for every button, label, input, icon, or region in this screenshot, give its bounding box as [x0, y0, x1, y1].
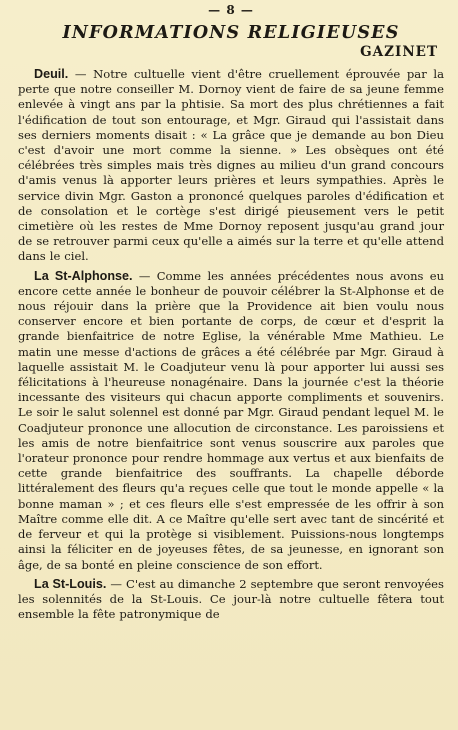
- paragraph-st-louis: [18, 577, 444, 623]
- page-number: — 8 —: [208, 3, 254, 17]
- paragraph-deuil: [18, 67, 444, 265]
- paragraph-st-alphonse: [18, 269, 444, 573]
- paragraph-lead: Deuil.: [34, 67, 69, 81]
- paragraph-lead: La St-Louis.: [34, 576, 107, 591]
- location-heading: GAZINET: [360, 44, 438, 60]
- section-title: INFORMATIONS RELIGIEUSES: [62, 23, 400, 43]
- paragraph-text: — Notre cultuelle vient d'être cruellement éprouvée par la perte que notre conseiller M. Dornoy vient de faire de sa jeune femme enlevée à vingt ans par la phtisie. Sa mort des plus chrétiennes a fait l'édification de tout son entourage, et Mgr. Giraud qui l'assistait dans ses derniers moments disait : « La grâce que je demande au bon Dieu c'est d'avoir une mort comme la sienne. » Les obsèques ont été célébrées très simples mais très dignes au milieu d'un grand concours d'amis venus là apporter leurs prières et leurs sympathies. Après le service divin Mgr. Gaston a prononcé quelques paroles d'édification et de consolation et le cortège s'est dirigé pieusement vers le petit cimetière où les restes de Mme Dornoy reposent jusqu'au grand jour de se retrouver parmi ceux qu'elle a aimés sur la terre et qu'elle attend dans le ciel.: [18, 67, 444, 264]
- paragraph-text: — C'est au dimanche 2 septembre que seront renvoyées les solennités de la St-Louis. Ce jour-là notre cultuelle fêtera tout ensemble la fête patronymique de: [18, 576, 444, 622]
- paragraph-lead: La St-Alphonse.: [34, 268, 133, 283]
- paragraph-text: — Comme les années précédentes nous avons eu encore cette année le bonheur de pouvoir célébrer la St-Alphonse et de nous réjouir dans la prière que la Providence ait bien voulu nous conserver encore et bien portante de corps, de cœur et d'esprit la grande bienfaitrice de notre Eglise, la vénérable Mme Mathieu. Le matin une messe d'actions de grâces a été célébrée par Mgr. Giraud à laquelle assistait M. le Coadjuteur venu là pour apporter lui aussi ses félicitations à l'heureuse nonagénaire. Dans la journée c'est la théorie incessante des visiteurs qui chacun apporte compliments et souvenirs. Le soir le salut solennel est donné par Mgr. Giraud pendant lequel M. le Coadjuteur prononce une allocution de circonstance. Les paroissiens et les amis de notre bienfaitrice sont venus souscrire aux paroles que l'orateur prononce pour rendre hommage aux vertus et aux bienfaits de cette grande bienfaitrice des souffrants. La chapelle déborde littéralement des fleurs qu'a reçues celle que tout le monde appelle « la bonne maman » ; et ces fleurs elle s'est empressée de les offrir à son Maître comme elle dit. A ce Maître qu'elle sert avec tant de sincérité et de ferveur et qui la protège si visiblement. Puissions-nous longtemps ainsi la féliciter en de joyeuses fêtes, de sa jeunesse, en ignorant son âge, de sa bonté en pleine conscience de son effort.: [18, 268, 444, 572]
